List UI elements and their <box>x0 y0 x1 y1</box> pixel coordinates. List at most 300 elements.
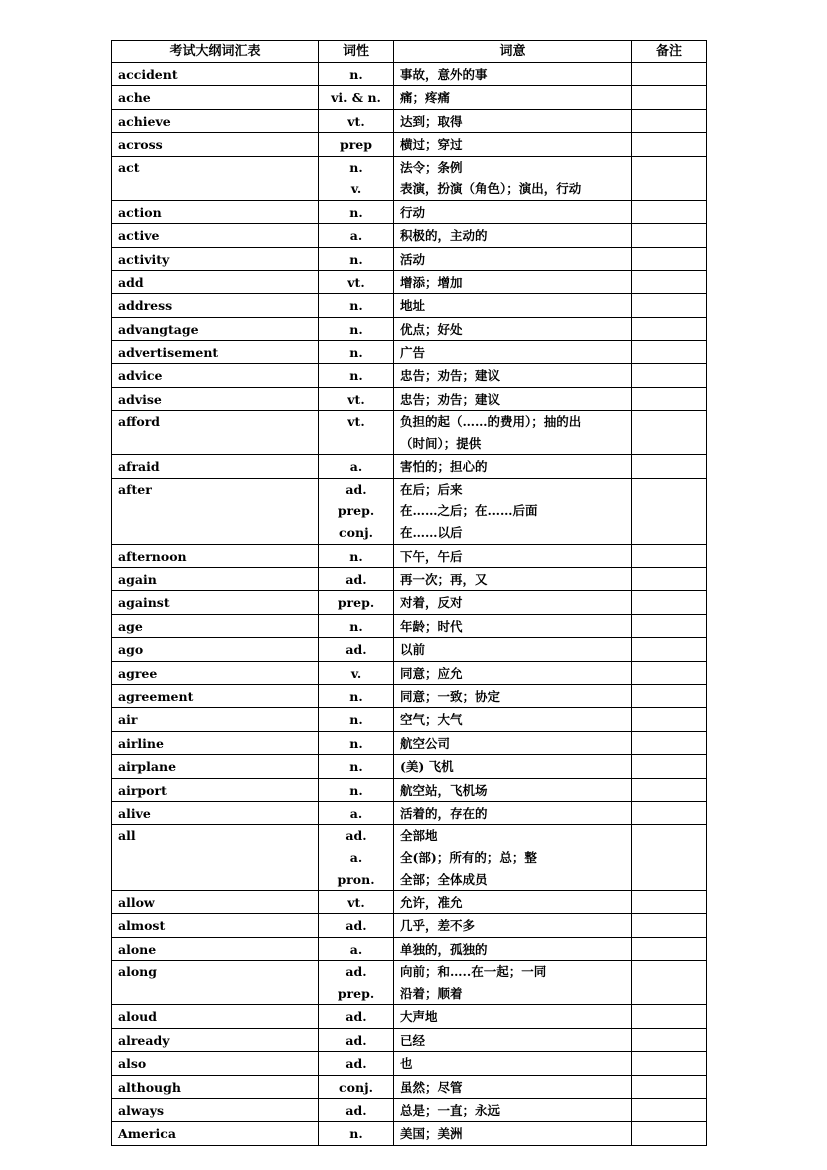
word-cell <box>112 294 319 317</box>
meaning-cell <box>394 568 632 591</box>
table-row <box>112 63 707 86</box>
notes-cell <box>632 961 707 1005</box>
word-cell <box>112 755 319 778</box>
notes-cell <box>632 1028 707 1051</box>
word-text: all <box>118 828 136 844</box>
part-of-speech-cell <box>319 341 394 364</box>
table-row <box>112 661 707 684</box>
table-row <box>112 1075 707 1098</box>
table-row <box>112 684 707 707</box>
vocabulary-table <box>111 40 707 1146</box>
part-of-speech-cell <box>319 270 394 293</box>
notes-cell <box>632 1099 707 1122</box>
table-row <box>112 341 707 364</box>
word-text: advertisement <box>118 345 219 361</box>
meaning-text: 空气；大气 <box>400 712 463 728</box>
part-of-speech-text: n. <box>349 251 363 267</box>
word-text: along <box>118 964 158 980</box>
word-cell <box>112 1052 319 1075</box>
part-of-speech-cell <box>319 109 394 132</box>
meaning-cell <box>394 614 632 637</box>
part-of-speech-text: vi. & n. <box>331 90 381 106</box>
word-text: achieve <box>118 113 171 129</box>
meaning-text: 全部；全体成员 <box>400 871 488 887</box>
word-cell <box>112 133 319 156</box>
part-of-speech-cell <box>319 133 394 156</box>
header-meaning: 词意 <box>394 41 632 63</box>
meaning-cell <box>394 63 632 86</box>
meaning-cell <box>394 825 632 891</box>
notes-cell <box>632 224 707 247</box>
part-of-speech-text: ad. <box>345 642 367 658</box>
part-of-speech-text: vt. <box>347 895 365 911</box>
notes-cell <box>632 891 707 914</box>
part-of-speech-text: vt. <box>347 391 365 407</box>
word-text: airline <box>118 735 164 751</box>
word-cell <box>112 684 319 707</box>
part-of-speech-text: n. <box>349 321 363 337</box>
meaning-text: 以前 <box>400 642 426 658</box>
word-cell <box>112 638 319 661</box>
table-row <box>112 568 707 591</box>
word-text: activity <box>118 251 170 267</box>
part-of-speech-text: n. <box>349 368 363 384</box>
table-row <box>112 294 707 317</box>
meaning-cell <box>394 455 632 478</box>
word-cell <box>112 591 319 614</box>
table-row <box>112 133 707 156</box>
part-of-speech-text: ad. <box>345 1103 367 1119</box>
meaning-text: 增添；增加 <box>400 274 463 290</box>
part-of-speech-cell <box>319 1122 394 1145</box>
meaning-cell <box>394 1075 632 1098</box>
word-text: address <box>118 298 173 314</box>
part-of-speech-text: n. <box>349 759 363 775</box>
header-row <box>112 41 707 63</box>
table-row <box>112 1122 707 1145</box>
part-of-speech-cell <box>319 544 394 567</box>
meaning-text: 全部地 <box>400 828 438 844</box>
part-of-speech-cell <box>319 731 394 754</box>
table-row <box>112 411 707 455</box>
notes-cell <box>632 661 707 684</box>
part-of-speech-text: n. <box>349 67 363 82</box>
notes-cell <box>632 133 707 156</box>
word-cell <box>112 200 319 223</box>
word-cell <box>112 914 319 937</box>
part-of-speech-text: n. <box>349 204 363 220</box>
notes-cell <box>632 270 707 293</box>
meaning-cell <box>394 200 632 223</box>
part-of-speech-cell <box>319 200 394 223</box>
word-text: after <box>118 481 152 497</box>
word-text: across <box>118 137 163 153</box>
part-of-speech-cell <box>319 364 394 387</box>
table-row <box>112 364 707 387</box>
word-cell <box>112 1028 319 1051</box>
word-cell <box>112 478 319 544</box>
meaning-text: 虽然；尽管 <box>400 1079 463 1095</box>
meaning-cell <box>394 317 632 340</box>
part-of-speech-cell <box>319 224 394 247</box>
word-text: accident <box>118 67 178 82</box>
word-text: always <box>118 1103 165 1119</box>
word-cell <box>112 568 319 591</box>
meaning-text: 在后；后来 <box>400 481 463 497</box>
meaning-text: 年龄；时代 <box>400 618 463 634</box>
meaning-cell <box>394 801 632 824</box>
word-cell <box>112 961 319 1005</box>
notes-cell <box>632 778 707 801</box>
word-cell <box>112 455 319 478</box>
word-text: airplane <box>118 759 177 775</box>
part-of-speech-text: a. <box>349 459 363 475</box>
word-cell <box>112 937 319 960</box>
word-text: advise <box>118 391 162 407</box>
meaning-text: 同意；一致；协定 <box>400 688 501 704</box>
word-text: also <box>118 1056 147 1072</box>
meaning-cell <box>394 661 632 684</box>
meaning-cell <box>394 86 632 109</box>
meaning-text: 痛；疼痛 <box>400 90 451 106</box>
table-row <box>112 638 707 661</box>
meaning-cell <box>394 387 632 410</box>
part-of-speech-cell <box>319 825 394 891</box>
part-of-speech-cell <box>319 411 394 455</box>
meaning-cell <box>394 914 632 937</box>
part-of-speech-text: a. <box>349 805 363 821</box>
table-row <box>112 86 707 109</box>
meaning-cell <box>394 961 632 1005</box>
part-of-speech-cell <box>319 914 394 937</box>
table-row <box>112 731 707 754</box>
part-of-speech-text: conj. <box>339 1079 373 1095</box>
word-cell <box>112 731 319 754</box>
meaning-cell <box>394 109 632 132</box>
word-cell <box>112 109 319 132</box>
word-text: agreement <box>118 688 194 704</box>
part-of-speech-text: n. <box>349 159 363 175</box>
word-cell <box>112 778 319 801</box>
notes-cell <box>632 801 707 824</box>
meaning-text: 害怕的；担心的 <box>400 459 488 475</box>
meaning-text: 向前；和…..在一起；一同 <box>400 964 547 980</box>
meaning-text: 已经 <box>400 1032 426 1048</box>
part-of-speech-text: ad. <box>345 918 367 934</box>
part-of-speech-text: n. <box>349 345 363 361</box>
notes-cell <box>632 478 707 544</box>
table-row <box>112 455 707 478</box>
table-row <box>112 109 707 132</box>
notes-cell <box>632 684 707 707</box>
part-of-speech-cell <box>319 1005 394 1028</box>
part-of-speech-text: ad. <box>345 828 367 844</box>
word-cell <box>112 825 319 891</box>
part-of-speech-text: a. <box>349 849 363 865</box>
meaning-cell <box>394 1052 632 1075</box>
table-row <box>112 961 707 1005</box>
word-cell <box>112 387 319 410</box>
notes-cell <box>632 294 707 317</box>
word-text: air <box>118 712 138 728</box>
meaning-text: 同意；应允 <box>400 665 463 681</box>
notes-cell <box>632 708 707 731</box>
meaning-text: 表演，扮演（角色）；演出，行动 <box>400 181 582 197</box>
table-row <box>112 778 707 801</box>
part-of-speech-text: prep. <box>337 595 375 611</box>
part-of-speech-text: v. <box>350 665 362 681</box>
meaning-cell <box>394 247 632 270</box>
meaning-text: 达到；取得 <box>400 113 463 129</box>
table-row <box>112 478 707 544</box>
word-text: age <box>118 618 143 634</box>
meaning-cell <box>394 270 632 293</box>
notes-cell <box>632 591 707 614</box>
part-of-speech-text: n. <box>349 688 363 704</box>
meaning-text: 忠告；劝告；建议 <box>400 391 501 407</box>
meaning-text: 全(部)；所有的；总；整 <box>400 849 537 865</box>
meaning-text: 允许，准允 <box>400 895 463 911</box>
part-of-speech-cell <box>319 63 394 86</box>
meaning-cell <box>394 1005 632 1028</box>
header-part-of-speech: 词性 <box>319 41 394 63</box>
meaning-cell <box>394 684 632 707</box>
part-of-speech-cell <box>319 317 394 340</box>
notes-cell <box>632 614 707 637</box>
meaning-text: 单独的，孤独的 <box>400 941 488 957</box>
word-cell <box>112 224 319 247</box>
word-text: advice <box>118 368 163 384</box>
part-of-speech-cell <box>319 1028 394 1051</box>
part-of-speech-cell <box>319 294 394 317</box>
meaning-cell <box>394 341 632 364</box>
notes-cell <box>632 1075 707 1098</box>
meaning-cell <box>394 1122 632 1145</box>
table-row <box>112 224 707 247</box>
table-row <box>112 317 707 340</box>
meaning-text: 在……以后 <box>400 525 463 541</box>
notes-cell <box>632 317 707 340</box>
meaning-cell <box>394 731 632 754</box>
meaning-cell <box>394 937 632 960</box>
meaning-text: 事故，意外的事 <box>400 67 488 82</box>
table-row <box>112 937 707 960</box>
meaning-text: 行动 <box>400 204 426 220</box>
meaning-cell <box>394 1028 632 1051</box>
meaning-text: 对着，反对 <box>400 595 463 611</box>
part-of-speech-text: ad. <box>345 964 367 980</box>
notes-cell <box>632 731 707 754</box>
word-cell <box>112 364 319 387</box>
word-cell <box>112 544 319 567</box>
word-cell <box>112 801 319 824</box>
word-cell <box>112 1075 319 1098</box>
word-text: almost <box>118 918 166 934</box>
word-cell <box>112 614 319 637</box>
part-of-speech-cell <box>319 1052 394 1075</box>
part-of-speech-cell <box>319 1075 394 1098</box>
word-text: agree <box>118 665 158 681</box>
part-of-speech-cell <box>319 684 394 707</box>
notes-cell <box>632 638 707 661</box>
part-of-speech-cell <box>319 708 394 731</box>
part-of-speech-text: ad. <box>345 1009 367 1025</box>
word-text: advangtage <box>118 321 199 337</box>
word-text: active <box>118 228 160 244</box>
part-of-speech-text: v. <box>350 181 362 197</box>
word-cell <box>112 891 319 914</box>
part-of-speech-text: a. <box>349 228 363 244</box>
meaning-text: 大声地 <box>400 1009 438 1025</box>
notes-cell <box>632 825 707 891</box>
table-row <box>112 914 707 937</box>
part-of-speech-text: n. <box>349 548 363 564</box>
part-of-speech-text: n. <box>349 712 363 728</box>
part-of-speech-text: ad. <box>345 572 367 588</box>
notes-cell <box>632 109 707 132</box>
meaning-cell <box>394 708 632 731</box>
notes-cell <box>632 63 707 86</box>
part-of-speech-cell <box>319 961 394 1005</box>
meaning-cell <box>394 224 632 247</box>
part-of-speech-text: ad. <box>345 481 367 497</box>
part-of-speech-text: n. <box>349 782 363 798</box>
notes-cell <box>632 914 707 937</box>
meaning-text: 几乎，差不多 <box>400 918 476 934</box>
word-cell <box>112 86 319 109</box>
meaning-text: 航空公司 <box>400 735 451 751</box>
table-row <box>112 755 707 778</box>
notes-cell <box>632 247 707 270</box>
meaning-text: 广告 <box>400 345 426 361</box>
word-text: afternoon <box>118 548 187 564</box>
notes-cell <box>632 937 707 960</box>
part-of-speech-cell <box>319 591 394 614</box>
word-text: ache <box>118 90 151 106</box>
meaning-text: 忠告；劝告；建议 <box>400 368 501 384</box>
word-text: airport <box>118 782 167 798</box>
part-of-speech-text: prep. <box>337 503 375 519</box>
word-text: alive <box>118 805 151 821</box>
meaning-cell <box>394 294 632 317</box>
meaning-text: 横过；穿过 <box>400 137 463 153</box>
part-of-speech-text: ad. <box>345 1032 367 1048</box>
part-of-speech-text: ad. <box>345 1056 367 1072</box>
word-text: afford <box>118 414 161 430</box>
table-row <box>112 1099 707 1122</box>
word-cell <box>112 1122 319 1145</box>
meaning-cell <box>394 478 632 544</box>
word-text: although <box>118 1079 181 1095</box>
meaning-cell <box>394 778 632 801</box>
notes-cell <box>632 755 707 778</box>
part-of-speech-cell <box>319 86 394 109</box>
table-row <box>112 1052 707 1075</box>
word-text: against <box>118 595 170 611</box>
table-row <box>112 891 707 914</box>
table-row <box>112 544 707 567</box>
meaning-text: 在……之后；在……后面 <box>400 503 538 519</box>
header-vocabulary: 考试大纲词汇表 <box>112 41 319 63</box>
meaning-text: 法令；条例 <box>400 159 463 175</box>
part-of-speech-cell <box>319 156 394 200</box>
table-row <box>112 247 707 270</box>
meaning-cell <box>394 364 632 387</box>
notes-cell <box>632 1122 707 1145</box>
word-cell <box>112 341 319 364</box>
notes-cell <box>632 200 707 223</box>
notes-cell <box>632 568 707 591</box>
meaning-cell <box>394 591 632 614</box>
table-row <box>112 591 707 614</box>
word-text: allow <box>118 895 155 911</box>
part-of-speech-text: conj. <box>339 525 373 541</box>
part-of-speech-text: prep. <box>337 985 375 1001</box>
word-text: America <box>118 1126 176 1142</box>
part-of-speech-text: n. <box>349 298 363 314</box>
notes-cell <box>632 341 707 364</box>
meaning-cell <box>394 411 632 455</box>
table-row <box>112 825 707 891</box>
notes-cell <box>632 544 707 567</box>
word-cell <box>112 156 319 200</box>
word-cell <box>112 411 319 455</box>
word-cell <box>112 661 319 684</box>
part-of-speech-cell <box>319 937 394 960</box>
word-cell <box>112 63 319 86</box>
notes-cell <box>632 1005 707 1028</box>
part-of-speech-cell <box>319 1099 394 1122</box>
meaning-text: 也 <box>400 1056 413 1072</box>
vocabulary-page <box>111 40 707 1146</box>
meaning-text: （时间）；提供 <box>400 435 482 451</box>
word-text: already <box>118 1032 170 1048</box>
table-row <box>112 270 707 293</box>
part-of-speech-cell <box>319 568 394 591</box>
part-of-speech-text: n. <box>349 1126 363 1142</box>
meaning-text: 负担的起（……的费用）；抽的出 <box>400 414 582 430</box>
meaning-text: 地址 <box>400 298 426 314</box>
word-text: act <box>118 159 140 175</box>
meaning-cell <box>394 156 632 200</box>
meaning-cell <box>394 544 632 567</box>
notes-cell <box>632 387 707 410</box>
word-text: action <box>118 204 162 220</box>
header-notes: 备注 <box>632 41 707 63</box>
table-row <box>112 1005 707 1028</box>
word-cell <box>112 247 319 270</box>
part-of-speech-text: vt. <box>347 274 365 290</box>
word-cell <box>112 270 319 293</box>
notes-cell <box>632 86 707 109</box>
meaning-text: 活动 <box>400 251 426 267</box>
table-row <box>112 801 707 824</box>
notes-cell <box>632 364 707 387</box>
part-of-speech-cell <box>319 778 394 801</box>
word-cell <box>112 1099 319 1122</box>
word-cell <box>112 317 319 340</box>
meaning-text: 积极的，主动的 <box>400 228 488 244</box>
part-of-speech-cell <box>319 478 394 544</box>
part-of-speech-text: pron. <box>337 871 375 887</box>
part-of-speech-cell <box>319 387 394 410</box>
table-row <box>112 200 707 223</box>
part-of-speech-cell <box>319 614 394 637</box>
part-of-speech-cell <box>319 247 394 270</box>
meaning-text: 总是；一直；永远 <box>400 1103 501 1119</box>
table-row <box>112 708 707 731</box>
meaning-cell <box>394 1099 632 1122</box>
